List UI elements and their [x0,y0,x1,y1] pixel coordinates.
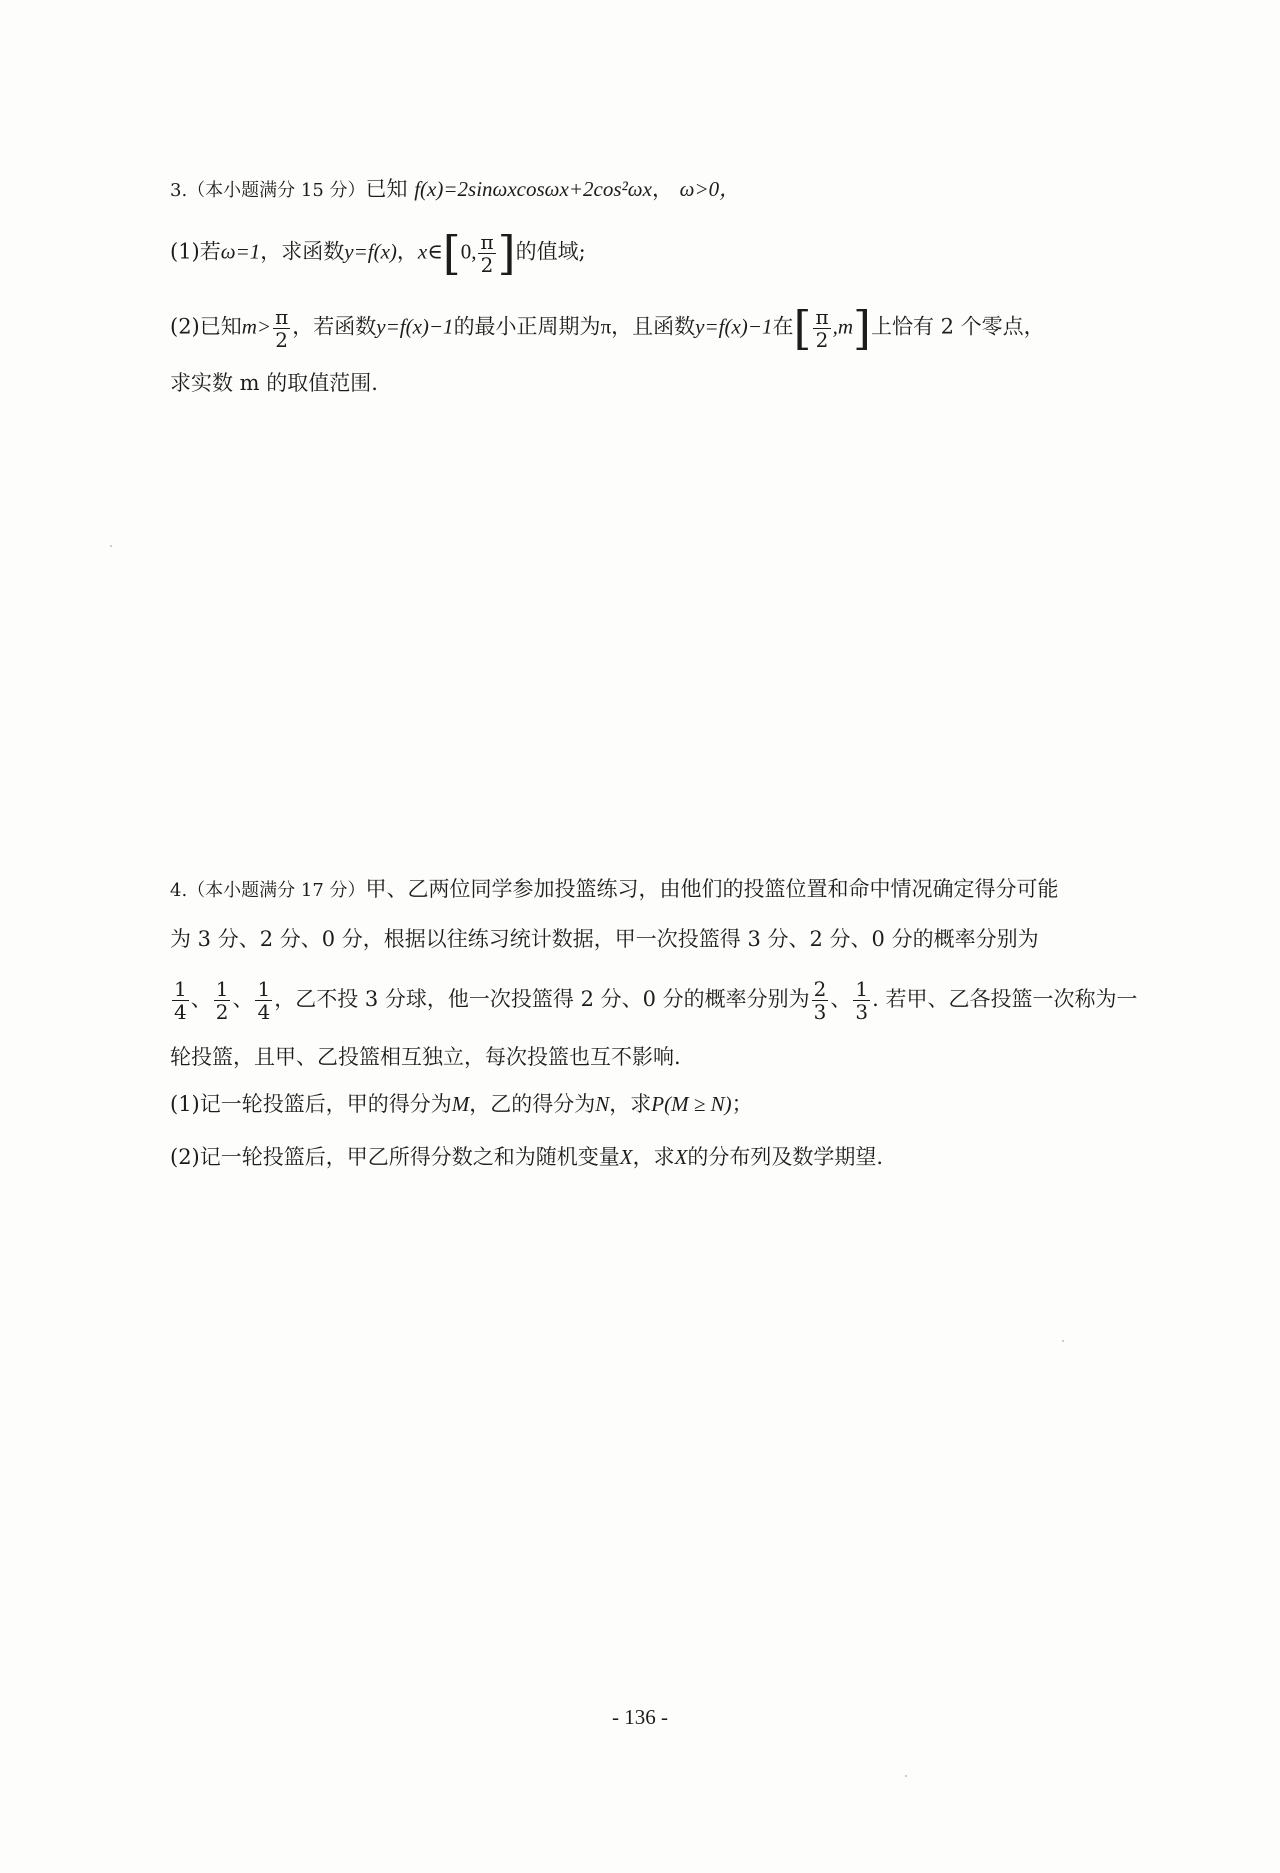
probability-expression: P(M ≥ N) [651,1092,732,1116]
right-bracket: ] [497,226,516,280]
left-bracket: [ [793,301,812,355]
fraction-a: $\frac{1}{4}$ [174,977,187,1024]
problem-4-part-2: (2)记一轮投篮后，甲乙所得分数之和为随机变量X，求X的分布列及数学期望. [170,1145,884,1169]
page-number: - 136 - [612,1705,668,1729]
problem-3-part-1: (1)若ω=1，求函数y=f(x)，x∈[0, $\frac{\pi}{2}$ ]的值域; [170,226,586,280]
problem-3-intro: 已知 [365,177,408,201]
scan-speck [905,1775,907,1777]
omega-condition: ω>0， [679,177,741,201]
problem-4-header: 4.（本小题满分 17 分） [170,880,366,901]
left-bracket: [ [442,226,461,280]
problem-3-statement: 3.（本小题满分 15 分）已知 f(x)=2sinωxcosωx+2cos²ωx， ω>0， [170,177,741,201]
fraction-c: $\frac{1}{4}$ [257,977,271,1024]
right-bracket: ] [853,301,871,355]
fraction-pi-over-2: $\frac{\pi}{2}$ [815,304,829,352]
problem-3-part-2: (2)已知m> $\frac{\pi}{2}$ ，若函数y=f(x)−1的最小正周期为π，且函数y=f(x)−1在[ $\frac{\pi}{2}$ ,m]上恰有 2 个零点， [170,301,1045,355]
problem-3-part-2-continued: 求实数 m 的取值范围. [170,371,378,395]
scan-speck [1062,1340,1064,1342]
problem-4-statement-line-1: 4.（本小题满分 17 分）甲、乙两位同学参加投篮练习，由他们的投篮位置和命中情况确定得分可能 [170,877,1059,901]
problem-4-statement-line-3: $\frac{1}{4}$ 、 $\frac{1}{2}$ 、 $\frac{1}{4}$ ，乙不投 3 分球，他一次投篮得 2 分、0 分的概率分别为 $\frac{2}{3}$ 、 $\frac{1}{3}$ . 若甲、乙各投篮一次称为一 [174,977,1138,1024]
problem-3-header: 3.（本小题满分 15 分） [170,180,366,201]
fraction-e: $\frac{1}{3}$ [855,977,869,1024]
fraction-b: $\frac{1}{2}$ [215,977,229,1024]
problem-4-statement-line-4: 轮投篮，且甲、乙投篮相互独立，每次投篮也互不影响. [170,1045,681,1069]
fraction-d: $\frac{2}{3}$ [813,977,827,1024]
scan-speck [110,545,112,547]
fraction-pi-over-2: $\frac{\pi}{2}$ [275,304,289,352]
fraction-pi-over-2: $\frac{\pi}{2}$ [480,229,494,277]
problem-4-statement-line-2: 为 3 分、2 分、0 分，根据以往练习统计数据，甲一次投篮得 3 分、2 分、0 分的概率分别为 [170,927,1039,951]
problem-4-part-1: (1)记一轮投篮后，甲的得分为M，乙的得分为N，求P(M ≥ N)； [170,1092,753,1116]
function-formula: f(x)=2sinωxcosωx+2cos²ωx [414,177,652,201]
